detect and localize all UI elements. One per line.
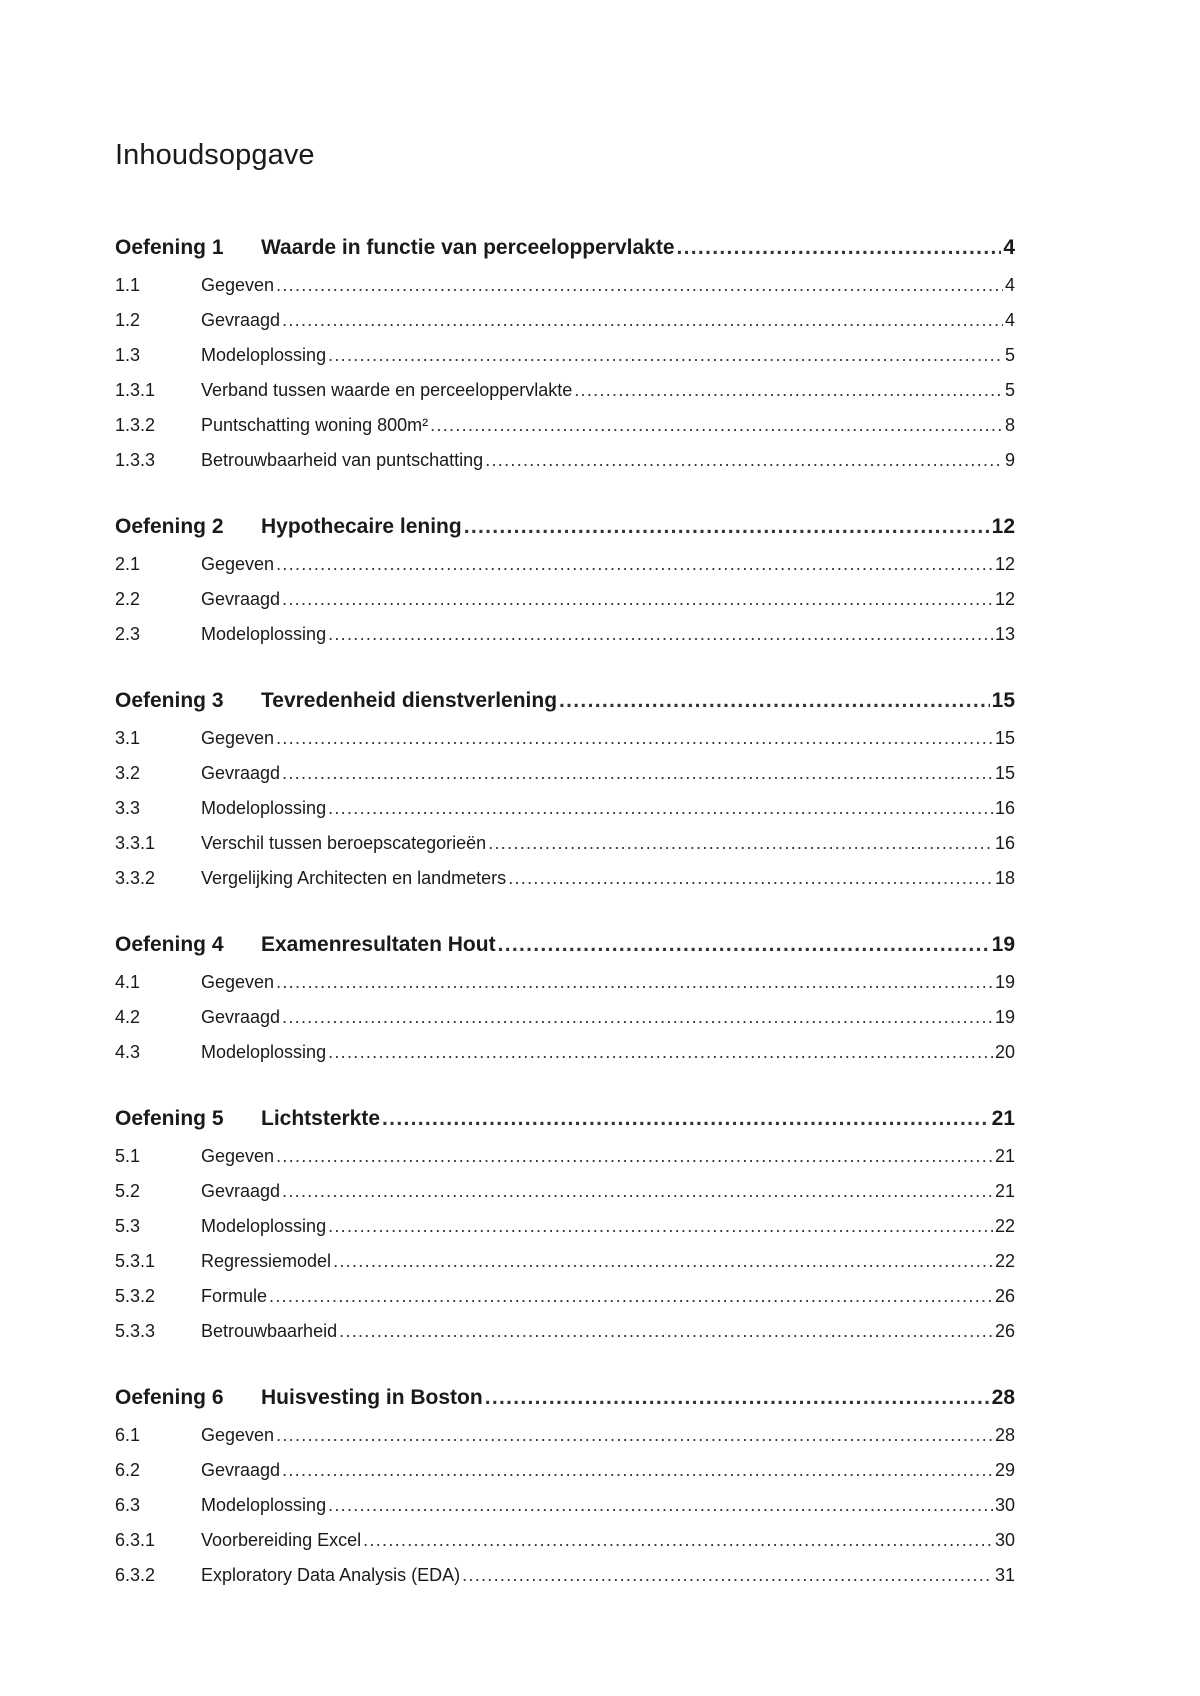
toc-entry-title: Gevraagd xyxy=(201,762,281,783)
toc-subentry[interactable] xyxy=(115,547,1015,582)
dot-leader xyxy=(508,861,993,896)
dot-leader xyxy=(363,1523,993,1558)
toc-entry-page: 5 xyxy=(1004,379,1015,400)
toc-chapter-entry[interactable] xyxy=(115,1380,1015,1415)
dot-leader xyxy=(677,230,1002,265)
dot-leader xyxy=(488,826,993,861)
dot-leader xyxy=(333,1244,993,1279)
toc-entry-title: Vergelijking Architecten en landmeters xyxy=(201,867,507,888)
toc-subentry[interactable] xyxy=(115,268,1015,303)
toc-subentry[interactable] xyxy=(115,1453,1015,1488)
toc-entry-page: 19 xyxy=(991,932,1015,956)
toc-entry-number: Oefening 4 xyxy=(115,932,224,956)
toc-subentry[interactable] xyxy=(115,1279,1015,1314)
toc-entry-title: Modeloplossing xyxy=(201,1215,327,1236)
toc-entry-page: 16 xyxy=(994,832,1015,853)
toc-chapter-entry[interactable] xyxy=(115,927,1015,962)
toc-entry-number: 3.3.2 xyxy=(115,867,156,888)
toc-entry-title: Modeloplossing xyxy=(201,1494,327,1515)
toc-chapter-entry[interactable] xyxy=(115,683,1015,718)
toc-entry-title: Lichtsterkte xyxy=(261,1106,381,1130)
toc-subentry[interactable] xyxy=(115,1314,1015,1349)
toc-section xyxy=(115,1101,1015,1349)
toc-entry-title: Verschil tussen beroepscategorieën xyxy=(201,832,487,853)
dot-leader xyxy=(430,408,1003,443)
toc-subentry[interactable] xyxy=(115,582,1015,617)
toc-entry-number: 3.1 xyxy=(115,727,141,748)
toc-subentry[interactable] xyxy=(115,338,1015,373)
toc-title: Inhoudsopgave xyxy=(115,139,315,171)
toc-entry-title: Gevraagd xyxy=(201,309,281,330)
toc-entry-number: 1.3.3 xyxy=(115,449,156,470)
toc-entry-page: 26 xyxy=(994,1285,1015,1306)
toc-subentry[interactable] xyxy=(115,1035,1015,1070)
dot-leader xyxy=(328,1035,993,1070)
toc-entry-page: 22 xyxy=(994,1215,1015,1236)
toc-subentry[interactable] xyxy=(115,721,1015,756)
toc-entry-title: Gevraagd xyxy=(201,1180,281,1201)
toc-entry-number: 4.3 xyxy=(115,1041,141,1062)
dot-leader xyxy=(328,1209,993,1244)
toc-subentry[interactable] xyxy=(115,1209,1015,1244)
toc-entry-title: Voorbereiding Excel xyxy=(201,1529,362,1550)
toc-entry-number: 4.2 xyxy=(115,1006,141,1027)
toc-entry-page: 15 xyxy=(994,727,1015,748)
toc-entry-title: Puntschatting woning 800m² xyxy=(201,414,429,435)
toc-entry-number: 3.3.1 xyxy=(115,832,156,853)
dot-leader xyxy=(462,1558,993,1593)
dot-leader xyxy=(276,547,993,582)
toc-entry-title: Gegeven xyxy=(201,274,275,295)
toc-entry-page: 8 xyxy=(1004,414,1015,435)
toc-entry-title: Gevraagd xyxy=(201,588,281,609)
toc-entry-number: 1.3.1 xyxy=(115,379,156,400)
toc-section xyxy=(115,509,1015,652)
toc-subentry[interactable] xyxy=(115,1488,1015,1523)
toc-entry-title: Gevraagd xyxy=(201,1006,281,1027)
toc-entry-number: 1.2 xyxy=(115,309,141,330)
toc-subentry[interactable] xyxy=(115,791,1015,826)
toc-entry-page: 28 xyxy=(991,1385,1015,1409)
toc-entry-page: 12 xyxy=(994,588,1015,609)
toc-entry-title: Examenresultaten Hout xyxy=(261,932,496,956)
toc-entry-page: 5 xyxy=(1004,344,1015,365)
toc-subentry[interactable] xyxy=(115,617,1015,652)
toc-entry-page: 22 xyxy=(994,1250,1015,1271)
toc-entry-title: Waarde in functie van perceeloppervlakte xyxy=(261,235,675,259)
dot-leader xyxy=(276,965,993,1000)
toc-entry-page: 12 xyxy=(991,514,1015,538)
toc-section xyxy=(115,230,1015,478)
toc-entry-title: Betrouwbaarheid van puntschatting xyxy=(201,449,484,470)
toc-entry-page: 19 xyxy=(994,1006,1015,1027)
toc-entry-title: Gegeven xyxy=(201,727,275,748)
toc-entry-number: 6.3.2 xyxy=(115,1564,156,1585)
dot-leader xyxy=(339,1314,993,1349)
toc-entry-page: 15 xyxy=(991,688,1015,712)
toc-entry-title: Regressiemodel xyxy=(201,1250,332,1271)
toc-entry-page: 28 xyxy=(994,1424,1015,1445)
toc-entry-title: Exploratory Data Analysis (EDA) xyxy=(201,1564,461,1585)
toc-list xyxy=(115,230,1015,1593)
toc-entry-number: Oefening 6 xyxy=(115,1385,224,1409)
dot-leader xyxy=(559,683,990,718)
toc-entry-number: 5.3.2 xyxy=(115,1285,156,1306)
dot-leader xyxy=(328,338,1003,373)
toc-entry-number: 1.1 xyxy=(115,274,141,295)
toc-entry-page: 13 xyxy=(994,623,1015,644)
toc-subentry[interactable] xyxy=(115,373,1015,408)
toc-chapter-entry[interactable] xyxy=(115,509,1015,544)
toc-entry-number: Oefening 2 xyxy=(115,514,224,538)
toc-entry-number: 2.2 xyxy=(115,588,141,609)
toc-subentry[interactable] xyxy=(115,1418,1015,1453)
toc-subentry[interactable] xyxy=(115,408,1015,443)
toc-entry-page: 19 xyxy=(994,971,1015,992)
toc-subentry[interactable] xyxy=(115,1139,1015,1174)
toc-entry-number: 5.2 xyxy=(115,1180,141,1201)
toc-entry-title: Gegeven xyxy=(201,971,275,992)
toc-subentry[interactable] xyxy=(115,965,1015,1000)
toc-entry-title: Gegeven xyxy=(201,1145,275,1166)
toc-entry-number: 5.3.3 xyxy=(115,1320,156,1341)
toc-entry-title: Betrouwbaarheid xyxy=(201,1320,338,1341)
toc-entry-number: Oefening 3 xyxy=(115,688,224,712)
toc-entry-number: 5.3 xyxy=(115,1215,141,1236)
toc-entry-number: 5.3.1 xyxy=(115,1250,156,1271)
toc-entry-page: 21 xyxy=(994,1180,1015,1201)
toc-entry-title: Gegeven xyxy=(201,1424,275,1445)
toc-entry-number: 1.3 xyxy=(115,344,141,365)
toc-chapter-entry[interactable] xyxy=(115,230,1015,265)
toc-entry-number: 2.1 xyxy=(115,553,141,574)
toc-entry-number: 1.3.2 xyxy=(115,414,156,435)
toc-subentry[interactable] xyxy=(115,1558,1015,1593)
toc-subentry[interactable] xyxy=(115,756,1015,791)
dot-leader xyxy=(282,582,993,617)
dot-leader xyxy=(485,1380,990,1415)
dot-leader xyxy=(328,791,993,826)
toc-entry-title: Hypothecaire lening xyxy=(261,514,462,538)
toc-entry-title: Huisvesting in Boston xyxy=(261,1385,483,1409)
dot-leader xyxy=(282,756,993,791)
toc-section xyxy=(115,927,1015,1070)
document-page xyxy=(115,138,1015,1624)
toc-section xyxy=(115,1380,1015,1593)
dot-leader xyxy=(282,1174,993,1209)
toc-entry-title: Formule xyxy=(201,1285,268,1306)
toc-subentry[interactable] xyxy=(115,1174,1015,1209)
toc-entry-number: 3.2 xyxy=(115,762,141,783)
dot-leader xyxy=(276,1418,993,1453)
toc-entry-page: 29 xyxy=(994,1459,1015,1480)
toc-entry-number: 6.2 xyxy=(115,1459,141,1480)
dot-leader xyxy=(382,1101,990,1136)
dot-leader xyxy=(276,268,1003,303)
toc-entry-page: 4 xyxy=(1004,274,1015,295)
toc-entry-title: Modeloplossing xyxy=(201,1041,327,1062)
toc-subentry[interactable] xyxy=(115,826,1015,861)
toc-entry-number: 6.3.1 xyxy=(115,1529,156,1550)
toc-entry-number: 4.1 xyxy=(115,971,141,992)
toc-entry-page: 30 xyxy=(994,1494,1015,1515)
toc-entry-title: Modeloplossing xyxy=(201,623,327,644)
toc-entry-number: 2.3 xyxy=(115,623,141,644)
dot-leader xyxy=(498,927,990,962)
toc-section xyxy=(115,683,1015,896)
toc-entry-page: 15 xyxy=(994,762,1015,783)
toc-entry-page: 9 xyxy=(1004,449,1015,470)
toc-entry-title: Modeloplossing xyxy=(201,797,327,818)
toc-subentry[interactable] xyxy=(115,303,1015,338)
dot-leader xyxy=(282,303,1003,338)
dot-leader xyxy=(328,617,993,652)
toc-subentry[interactable] xyxy=(115,443,1015,478)
toc-subentry[interactable] xyxy=(115,1244,1015,1279)
toc-entry-title: Verband tussen waarde en perceeloppervlakte xyxy=(201,379,573,400)
toc-entry-page: 26 xyxy=(994,1320,1015,1341)
toc-entry-title: Gevraagd xyxy=(201,1459,281,1480)
toc-entry-title: Modeloplossing xyxy=(201,344,327,365)
dot-leader xyxy=(276,721,993,756)
toc-entry-page: 31 xyxy=(994,1564,1015,1585)
toc-subentry[interactable] xyxy=(115,1000,1015,1035)
dot-leader xyxy=(276,1139,993,1174)
toc-entry-number: 6.1 xyxy=(115,1424,141,1445)
toc-entry-number: 3.3 xyxy=(115,797,141,818)
toc-entry-page: 20 xyxy=(994,1041,1015,1062)
toc-entry-title: Gegeven xyxy=(201,553,275,574)
toc-entry-page: 4 xyxy=(1004,309,1015,330)
toc-subentry[interactable] xyxy=(115,861,1015,896)
dot-leader xyxy=(464,509,990,544)
toc-entry-page: 16 xyxy=(994,797,1015,818)
dot-leader xyxy=(282,1000,993,1035)
toc-entry-page: 4 xyxy=(1003,235,1015,259)
dot-leader xyxy=(574,373,1003,408)
toc-entry-title: Tevredenheid dienstverlening xyxy=(261,688,558,712)
dot-leader xyxy=(328,1488,993,1523)
toc-entry-page: 21 xyxy=(994,1145,1015,1166)
toc-entry-page: 18 xyxy=(994,867,1015,888)
toc-entry-page: 21 xyxy=(991,1106,1015,1130)
toc-entry-page: 12 xyxy=(994,553,1015,574)
toc-entry-number: Oefening 1 xyxy=(115,235,224,259)
toc-entry-number: 6.3 xyxy=(115,1494,141,1515)
dot-leader xyxy=(282,1453,993,1488)
toc-entry-number: Oefening 5 xyxy=(115,1106,224,1130)
toc-entry-number: 5.1 xyxy=(115,1145,141,1166)
dot-leader xyxy=(269,1279,993,1314)
toc-chapter-entry[interactable] xyxy=(115,1101,1015,1136)
toc-subentry[interactable] xyxy=(115,1523,1015,1558)
toc-entry-page: 30 xyxy=(994,1529,1015,1550)
dot-leader xyxy=(485,443,1003,478)
